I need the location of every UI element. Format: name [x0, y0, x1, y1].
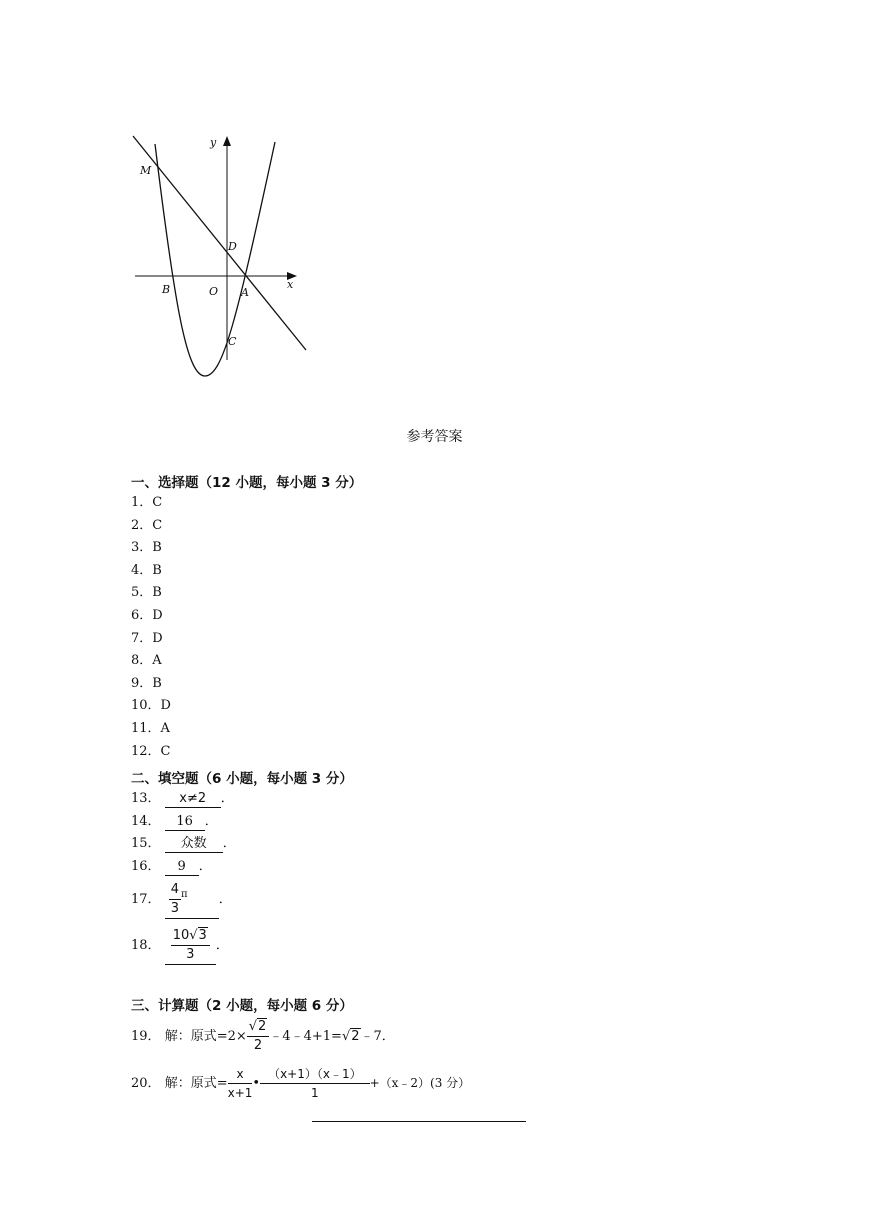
answer-19: [131, 1015, 395, 1059]
square-root: √3: [189, 927, 207, 943]
graph-figure: [125, 128, 315, 380]
numerator: [247, 1018, 270, 1037]
choice-answer-row: [131, 674, 162, 694]
end-mark: ．: [204, 814, 218, 829]
choice-answer: B: [152, 585, 162, 601]
answer-18: [131, 925, 229, 967]
answer-15: [131, 834, 236, 854]
fraction-2: [260, 1065, 370, 1102]
choice-answer: B: [152, 540, 162, 556]
question-number: 1．: [131, 495, 153, 510]
end-mark: ．: [215, 938, 229, 953]
choice-answer: D: [160, 698, 171, 714]
choice-answer: A: [160, 721, 170, 736]
question-number: 3．: [131, 540, 153, 556]
radicand: 2: [351, 1029, 360, 1044]
page-title: 参考答案: [406, 429, 463, 445]
end-mark: ．: [198, 859, 212, 874]
expression-prefix: 解：原式=2×: [164, 1029, 247, 1044]
answer-blank: [165, 927, 216, 965]
choice-answer: C: [152, 495, 163, 510]
radicand: 2: [258, 1019, 267, 1034]
choice-answer-row: [131, 742, 171, 762]
question-number: 18．: [131, 938, 161, 953]
choice-answer: B: [152, 675, 162, 691]
label-b: B: [162, 283, 171, 296]
question-number: 13．: [131, 791, 161, 806]
denominator: 3: [186, 946, 195, 962]
section-heading-fill: 二、填空题（6 小题，每小题 3 分）: [131, 771, 353, 787]
answer-16: [131, 857, 212, 877]
question-number: 16．: [131, 859, 161, 874]
choice-answer-row: [131, 583, 162, 603]
question-number: 11．: [131, 721, 161, 736]
question-number: 15．: [131, 836, 161, 851]
parabola-curve: [155, 142, 275, 376]
answer-blank: 众数: [165, 836, 223, 853]
question-number: 4．: [131, 562, 153, 578]
denominator: 1: [311, 1086, 319, 1100]
question-number: 9．: [131, 675, 153, 691]
label-m: M: [140, 164, 152, 177]
y-axis-arrow: [223, 136, 231, 146]
straight-line: [133, 136, 306, 350]
section-heading-calc: 三、计算题（2 小题，每小题 6 分）: [131, 998, 353, 1014]
denominator: 3: [170, 900, 179, 916]
radicand: 3: [198, 927, 207, 943]
choice-answer: D: [152, 630, 163, 646]
fraction: [171, 927, 210, 964]
choice-answer: C: [160, 743, 171, 759]
multiply-dot: •: [252, 1076, 261, 1091]
denominator: x+1: [227, 1086, 253, 1100]
pi-symbol: π: [180, 888, 188, 900]
section-heading-choice: 一、选择题（12 小题，每小题 3 分）: [131, 475, 363, 491]
question-number: 6．: [131, 608, 153, 623]
label-d: D: [228, 240, 237, 253]
end-mark: ．: [222, 836, 236, 851]
answer-14: [131, 812, 218, 832]
question-number: 17．: [131, 892, 161, 907]
answer-blank: x≠2: [165, 791, 221, 808]
choice-answer: D: [152, 608, 163, 623]
end-mark: ．: [220, 791, 234, 806]
fraction-1: [228, 1065, 253, 1102]
choice-answer-row: [131, 538, 162, 558]
question-number: 5．: [131, 585, 153, 601]
numerator: 4: [169, 881, 181, 900]
fraction: [247, 1018, 270, 1055]
choice-answer-row: [131, 651, 162, 671]
label-o: O: [209, 285, 219, 298]
fraction: [169, 881, 181, 918]
end-mark: ．: [218, 892, 232, 907]
expression-suffix: +（x﹣2）(3 分）: [369, 1076, 471, 1090]
answer-13: [131, 789, 234, 809]
numerator: （x+1）（x﹣1）: [260, 1065, 370, 1084]
square-root: √2: [248, 1019, 267, 1034]
choice-answer-row: [131, 696, 171, 716]
numerator: x: [228, 1065, 253, 1084]
answer-blank: [165, 881, 219, 919]
square-root: √2: [341, 1029, 360, 1044]
question-number: 7．: [131, 630, 153, 646]
choice-answer: B: [152, 562, 162, 578]
answer-17: [131, 880, 232, 920]
choice-answer-row: [131, 516, 162, 536]
question-number: 8．: [131, 653, 153, 669]
choice-answer-row: [131, 493, 162, 513]
question-number: 19．: [131, 1029, 161, 1044]
expression-prefix: 解：原式=: [164, 1076, 228, 1091]
label-y: y: [210, 136, 217, 149]
choice-answer-row: [131, 719, 170, 739]
numerator: [171, 927, 210, 946]
expression-suffix: ﹣7．: [360, 1029, 395, 1044]
answer-20: [131, 1062, 470, 1104]
choice-answer-row: [131, 629, 163, 649]
expression-middle: ﹣4﹣4+1=: [269, 1029, 342, 1044]
question-number: 12．: [131, 743, 161, 759]
question-number: 10．: [131, 698, 161, 714]
label-x: x: [287, 278, 294, 291]
answer-blank: 9: [165, 859, 199, 876]
choice-answer: A: [152, 653, 162, 669]
label-a: A: [241, 286, 249, 299]
question-number: 20．: [131, 1076, 161, 1091]
choice-answer-row: [131, 561, 162, 581]
question-number: 14．: [131, 814, 161, 829]
question-number: 2．: [131, 517, 153, 533]
denominator: 2: [253, 1038, 263, 1053]
label-c: C: [228, 335, 237, 348]
coefficient: 10: [172, 927, 190, 943]
footer-rule: [312, 1121, 526, 1122]
answer-blank: 16: [165, 814, 205, 831]
choice-answer-row: [131, 606, 163, 626]
choice-answer: C: [152, 517, 163, 533]
